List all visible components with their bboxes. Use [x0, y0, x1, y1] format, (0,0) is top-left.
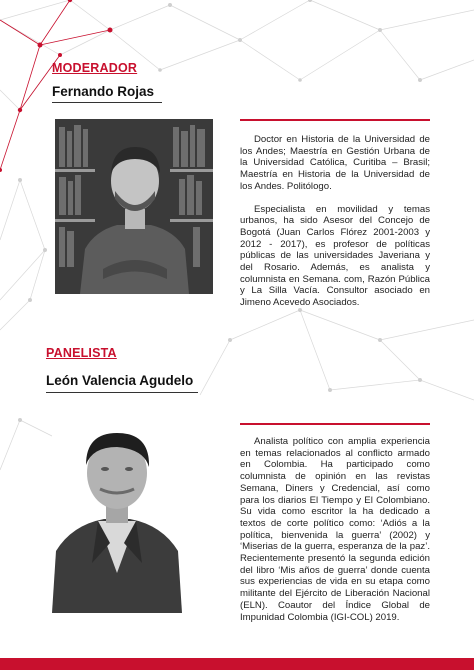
panelist-role-heading: PANELISTA [46, 346, 117, 360]
panelist-bio-paragraph-1: Analista político con amplia experiencia en temas relacionados al conflicto armado en Colombia. Ha participado como columnista de opinión en las revistas Semana, Diners y Credencial, así como para los diarios El Tiempo y El Colombiano. Su vida como escritor la ha dedicado a textos de corte político como: ‘Adiós a la política, bienvenida la guerra’ (2002) y ‘Miserias de la guerra, esperanza de la paz’. Recientemente presentó la segunda edición del libro ‘Mis años de guerra’ donde cuenta sus experiencias de vida en su etapa como militante del Ejército de Liberación Nacional (ELN). Coautor del Índice Global de Impunidad Colombia (IGI-COL) 2019. [240, 436, 430, 623]
moderator-name: Fernando Rojas [52, 84, 155, 99]
moderator-role-heading: MODERADOR [52, 61, 138, 75]
moderator-bio-accent-rule [240, 119, 430, 121]
moderator-bio-paragraph-2: Especialista en movilidad y temas urbanos, ha sido Asesor del Concejo de Bogotá (Juan Carlos Flórez 2001-2003 y 2012 - 2017), es profesor de políticas públicas de las universidades Javeriana y del Rosario. Además, es analista y columnista en Semana. com, Razón Pública y La Silla Vacía. Consultor asociado en Jimeno Acevedo Asociados. [240, 203, 430, 309]
moderator-bio-paragraph-1: Doctor en Historia de la Universidad de los Andes; Maestría en Gestión Urbana de la Universidad Católica, Curitiba – Brasil; Maestría en Historia de la Universidad de los Andes. Politólogo. [240, 134, 430, 192]
moderator-bio [240, 134, 430, 320]
panelist-name-underline [46, 392, 198, 393]
panelist-name: León Valencia Agudelo [46, 373, 194, 388]
panelist-photo [52, 423, 182, 613]
footer-accent-bar [0, 658, 474, 670]
moderator-name-underline [52, 102, 162, 103]
moderator-photo [55, 119, 213, 294]
panelist-bio [240, 436, 430, 634]
panelist-bio-accent-rule [240, 423, 430, 425]
